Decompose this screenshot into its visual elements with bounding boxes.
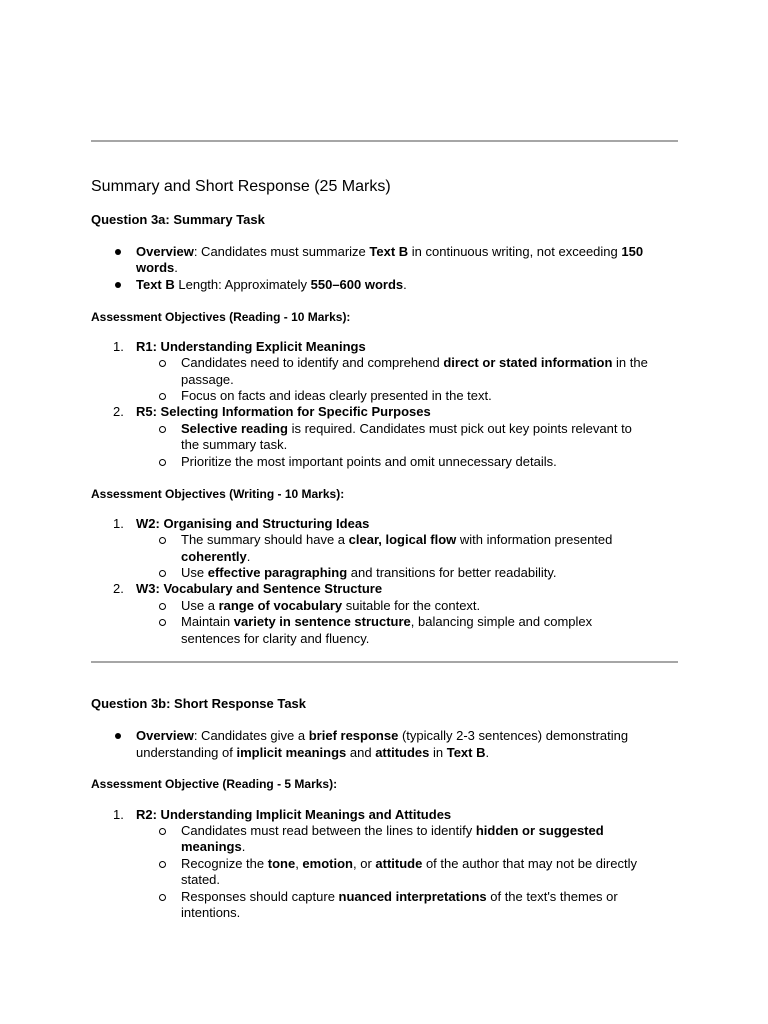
objective-w2-title: W2: Organising and Structuring Ideas — [136, 516, 370, 531]
ao-reading-10-heading: Assessment Objectives (Reading - 10 Marks): — [91, 310, 351, 324]
sub-bullet-circle — [159, 537, 166, 544]
sub-bullet-circle — [159, 894, 166, 901]
question-3b-heading: Question 3b: Short Response Task — [91, 696, 307, 711]
sub-bullet-circle — [159, 459, 166, 466]
sub-bullet-circle — [159, 619, 166, 626]
sub-bullet-circle — [159, 360, 166, 367]
w3-sub2-line2: sentences for clarity and fluency. — [181, 631, 370, 646]
r1-sub2: Focus on facts and ideas clearly presented in the text. — [181, 388, 492, 403]
r2-sub1-line1: Candidates must read between the lines to identify hidden or suggested — [181, 823, 604, 838]
r5-sub1-line2: the summary task. — [181, 437, 288, 452]
w3-sub1: Use a range of vocabulary suitable for the context. — [181, 598, 481, 613]
sub-bullet-circle — [159, 861, 166, 868]
w2-sub2: Use effective paragraphing and transitions for better readability. — [181, 565, 557, 580]
list-number: 1. — [113, 807, 124, 822]
bullet-dot — [115, 733, 121, 739]
w3-sub2-line1: Maintain variety in sentence structure, balancing simple and complex — [181, 614, 593, 629]
r2-sub1-line2: meanings. — [181, 839, 246, 854]
ao-writing-10-heading: Assessment Objectives (Writing - 10 Marks): — [91, 487, 345, 501]
q3b-bullet-overview-line2: understanding of implicit meanings and attitudes in Text B. — [136, 745, 490, 760]
objective-r2-title: R2: Understanding Implicit Meanings and Attitudes — [136, 807, 452, 822]
sub-bullet-circle — [159, 393, 166, 400]
bullet-dot — [115, 249, 121, 255]
r5-sub2: Prioritize the most important points and omit unnecessary details. — [181, 454, 557, 469]
page-title: Summary and Short Response (25 Marks) — [91, 178, 391, 195]
r2-sub3-line2: intentions. — [181, 905, 241, 920]
w2-sub1-line2: coherently. — [181, 549, 251, 564]
list-number: 1. — [113, 516, 124, 531]
sub-bullet-circle — [159, 828, 166, 835]
objective-r5-title: R5: Selecting Information for Specific Purposes — [136, 404, 431, 419]
ao-reading-5-heading: Assessment Objective (Reading - 5 Marks): — [91, 777, 338, 791]
q3a-bullet-length: Text B Length: Approximately 550–600 words. — [136, 277, 407, 292]
sub-bullet-circle — [159, 603, 166, 610]
r1-sub1-line1: Candidates need to identify and comprehend direct or stated information in the — [181, 355, 648, 370]
list-number: 2. — [113, 404, 124, 419]
q3b-bullet-overview-line1: Overview: Candidates give a brief response (typically 2-3 sentences) demonstrating — [136, 728, 629, 743]
bullet-dot — [115, 282, 121, 288]
objective-r1-title: R1: Understanding Explicit Meanings — [136, 339, 366, 354]
divider-middle — [91, 661, 678, 663]
q3a-bullet-overview-line2: words. — [136, 260, 178, 275]
question-3a-heading: Question 3a: Summary Task — [91, 212, 265, 227]
w2-sub1-line1: The summary should have a clear, logical flow with information presented — [181, 532, 613, 547]
objective-w3-title: W3: Vocabulary and Sentence Structure — [136, 581, 383, 596]
list-number: 2. — [113, 581, 124, 596]
r2-sub2-line1: Recognize the tone, emotion, or attitude of the author that may not be directly — [181, 856, 637, 871]
sub-bullet-circle — [159, 426, 166, 433]
q3a-bullet-overview-line1: Overview: Candidates must summarize Text B in continuous writing, not exceeding 150 — [136, 244, 644, 259]
r2-sub2-line2: stated. — [181, 872, 221, 887]
r5-sub1-line1: Selective reading is required. Candidates must pick out key points relevant to — [181, 421, 632, 436]
r2-sub3-line1: Responses should capture nuanced interpretations of the text's themes or — [181, 889, 618, 904]
r1-sub1-line2: passage. — [181, 372, 234, 387]
divider-top — [91, 140, 678, 142]
sub-bullet-circle — [159, 570, 166, 577]
list-number: 1. — [113, 339, 124, 354]
